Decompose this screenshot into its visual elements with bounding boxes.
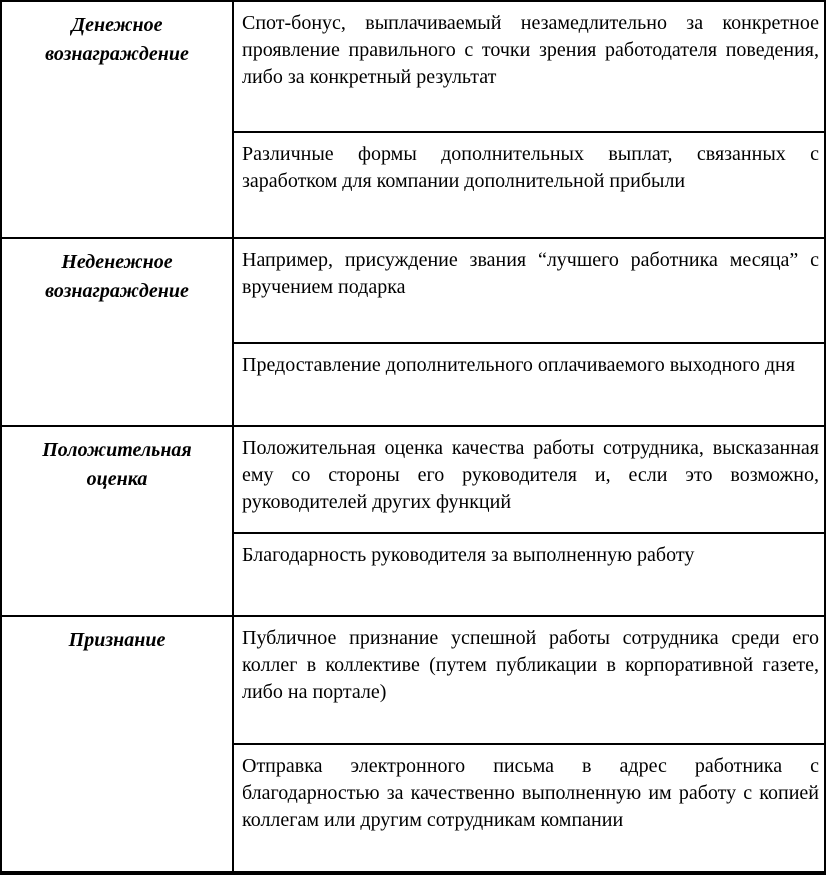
category-cell-recognition: [2, 617, 232, 871]
description-cell-thank-you-email: [234, 745, 824, 871]
description-text: Благодарность руководителя за выполненную работу: [242, 544, 695, 566]
description-cell-additional-payments: [234, 133, 824, 237]
description-cell-paid-day-off: [234, 344, 824, 425]
description-text: Публичное признание успешной работы сотрудника среди его коллег в коллективе (путем публикации в корпоративной газете, либо на портале): [242, 627, 819, 703]
category-label: Положительная оценка: [42, 439, 192, 490]
category-cell-monetary-reward: [2, 2, 232, 237]
description-cell-best-employee-title: [234, 239, 824, 342]
description-text: Спот-бонус, выплачиваемый незамедлительно за конкретное проявление правильного с точки зрения работодателя поведения, либо за конкретный результат: [242, 12, 819, 88]
description-text: Например, присуждение звания “лучшего работника месяца” с вручением подарка: [242, 249, 819, 298]
category-label: Денежное вознаграждение: [45, 14, 189, 65]
description-cell-quality-evaluation: [234, 427, 824, 532]
category-label: Признание: [68, 629, 166, 651]
description-cell-manager-gratitude: [234, 534, 824, 615]
description-text: Отправка электронного письма в адрес работника с благодарностью за качественно выполненную им работу с копией коллегам или другим сотрудникам компании: [242, 755, 819, 831]
category-cell-positive-evaluation: [2, 427, 232, 615]
category-cell-nonmonetary-reward: [2, 239, 232, 425]
description-cell-spot-bonus: [234, 2, 824, 131]
description-cell-public-recognition: [234, 617, 824, 743]
description-text: Положительная оценка качества работы сотрудника, высказанная ему со стороны его руководителя и, если это возможно, руководителей других функций: [242, 437, 819, 513]
category-label: Неденежное вознаграждение: [45, 251, 189, 302]
description-text: Предоставление дополнительного оплачиваемого выходного дня: [242, 354, 795, 376]
description-text: Различные формы дополнительных выплат, связанных с заработком для компании дополнительной прибыли: [242, 143, 819, 192]
